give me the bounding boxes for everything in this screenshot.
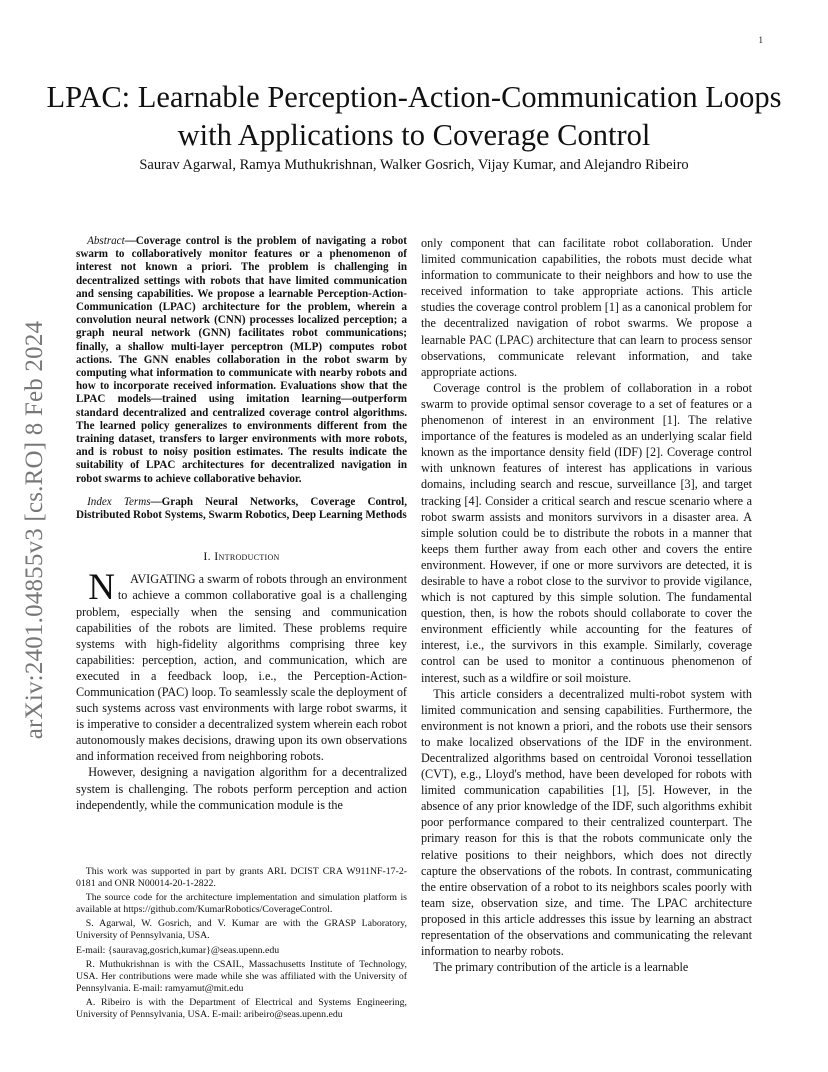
index-terms-text: —Graph Neural Networks, Coverage Control, Distributed Robot Systems, Swarm Robotics, Deep Learning Methods	[76, 495, 407, 522]
footnote-funding: This work was supported in part by grants ARL DCIST CRA W911NF-17-2-0181 and ONR N00014-20-1-2822.	[76, 866, 407, 890]
left-column	[76, 235, 407, 813]
arxiv-identifier	[20, 295, 50, 765]
abstract	[76, 235, 407, 486]
section-heading	[76, 548, 407, 564]
footnote-source-code: The source code for the architecture implementation and simulation platform is available at https://github.com/KumarRobotics/CoverageControl.	[76, 892, 407, 916]
body-paragraph: only component that can facilitate robot collaboration. Under limited communication capabilities, the robots must decide what information to communicate to their neighbors and how to use the received information to take appropriate actions. This article studies the coverage control problem [1] as a canonical problem for the decentralized navigation of robot swarms. We propose a learnable PAC (LPAC) architecture that can learn to process sensor observations, communicate relevant information, and take appropriate actions.	[421, 236, 752, 379]
body-paragraph: The primary contribution of the article is a learnable	[433, 960, 689, 975]
page-number: 1	[758, 35, 763, 45]
abstract-text: —Coverage control is the problem of navigating a robot swarm to collaboratively monitor features or a phenomenon of interest not known a priori. The problem is challenging in decentralized settings with robots that have limited communication and sensing capabilities. We propose a learnable Perception-Action-Communication (LPAC) architecture for the problem, wherein a convolution neural network (CNN) processes localized perception; a graph neural network (GNN) facilitates robot communications; finally, a shallow multi-layer perceptron (MLP) computes robot actions. The GNN enables collaboration in the robot swarm by computing what information to communicate with nearby robots and how to incorporate received information. Evaluations show that the LPAC models—trained using imitation learning—outperform standard decentralized and centralized coverage control algorithms. The learned policy generalizes to environments different from the training dataset, transfers to larger environments with more robots, and is robust to noisy position estimates. The results indicate the suitability of LPAC architectures for decentralized navigation in robot swarms to achieve collaborative behavior.	[76, 235, 407, 485]
index-terms	[76, 496, 407, 522]
footnote-affiliation: R. Muthukrishnan is with the CSAIL, Massachusetts Institute of Technology, USA. Her contributions were made while she was affiliated with the University of Pennsylvania. E-mail: ramyamut@mit.edu	[76, 958, 407, 994]
right-column	[421, 235, 752, 975]
section-number: I.	[203, 549, 215, 564]
footnote-affiliation: A. Ribeiro is with the Department of Electrical and Systems Engineering, University of Pennsylvania, USA. E-mail: aribeiro@seas.upenn.edu	[76, 996, 407, 1021]
paper-title: LPAC: Learnable Perception-Action-Communication Loops with Applications to Coverage Control	[46, 80, 782, 152]
intro-paragraph: NAVIGATING a swarm of robots through an environment to achieve a common collaborative goal is a challenging problem, especially when the sensing and communication capabilities of the robots are limited. These problems require systems with high-fidelity algorithms comprising three key capabilities: perception, action, and communication, which are executed in a feedback loop, i.e., the Perception-Action-Communication (PAC) loop. To seamlessly scale the deployment of such systems across vast environments with large robot swarms, it is imperative to consider a decentralized system wherein each robot autonomously makes decisions, drawing upon its own observations and information received from neighboring robots.	[76, 567, 407, 764]
footnote-email: E-mail: {sauravag,gosrich,kumar}@seas.upenn.edu	[76, 944, 280, 956]
section-title: Introduction	[214, 549, 280, 564]
abstract-label: Abstract	[87, 235, 125, 247]
footnote-affiliation: S. Agarwal, W. Gosrich, and V. Kumar are with the GRASP Laboratory, University of Pennsylvania, USA.	[76, 918, 407, 942]
body-paragraph: Coverage control is the problem of collaboration in a robot swarm to provide optimal sensor coverage to a set of features or a phenomenon of interest in an environment [1]. The relative importance of the features is modeled as an underlying scalar field known as the importance density field (IDF) [2]. Coverage control with unknown features of interest has applications in various domains, including search and rescue, surveillance [3], and target tracking [4]. Consider a critical search and rescue scenario where a robot swarm assists and monitors survivors in a disaster area. A simple solution could be to distribute the robots in a manner that keeps them further away from each other and covers the entire environment. However, if one or more survivors are detected, it is desirable to have a robot close to the survivor to provide vigilance, which is not captured by this simple solution. The fundamental question, then, is how the robots should collaborate to cover the environment efficiently while accounting for the features of interest, i.e., the survivors in this example. Similarly, coverage control can be used to monitor a continuous phenomenon of interest, such as a wildfire or soil moisture.	[421, 380, 752, 685]
arxiv-identifier-text: arXiv:2401.04855v3 [cs.RO] 8 Feb 2024	[21, 320, 48, 740]
author-list: Saurav Agarwal, Ramya Muthukrishnan, Walker Gosrich, Vijay Kumar, and Alejandro Ribeiro	[139, 157, 689, 173]
body-paragraph: This article considers a decentralized multi-robot system with limited communication and sensing capabilities. Furthermore, the environment is not known a priori, and the robots use their sensors to make localized observations of the IDF in the environment. Decentralized algorithms based on centroidal Voronoi tessellation (CVT), e.g., Lloyd's method, have been developed for robots with limited communication capabilities [1], [5]. However, in the absence of any prior knowledge of the IDF, such algorithms exhibit poor performance compared to their centralized counterpart. The primary reason for this is that the robots communicate only the relative positions to their neighbors, which does not directly capture the observations of the robots. In contrast, communicating the entire observation of a robot to its neighbors scales poorly with team size, observation size, and time. The LPAC architecture proposed in this article addresses this issue by learning an abstract representation of the observations and communicating the relevant information to nearby robots.	[421, 686, 752, 959]
footnotes	[76, 866, 407, 1023]
intro-paragraph: However, designing a navigation algorithm for a decentralized system is challenging. The robots perform perception and action independently, while the communication module is the	[76, 765, 407, 812]
index-terms-label: Index Terms	[87, 495, 151, 508]
